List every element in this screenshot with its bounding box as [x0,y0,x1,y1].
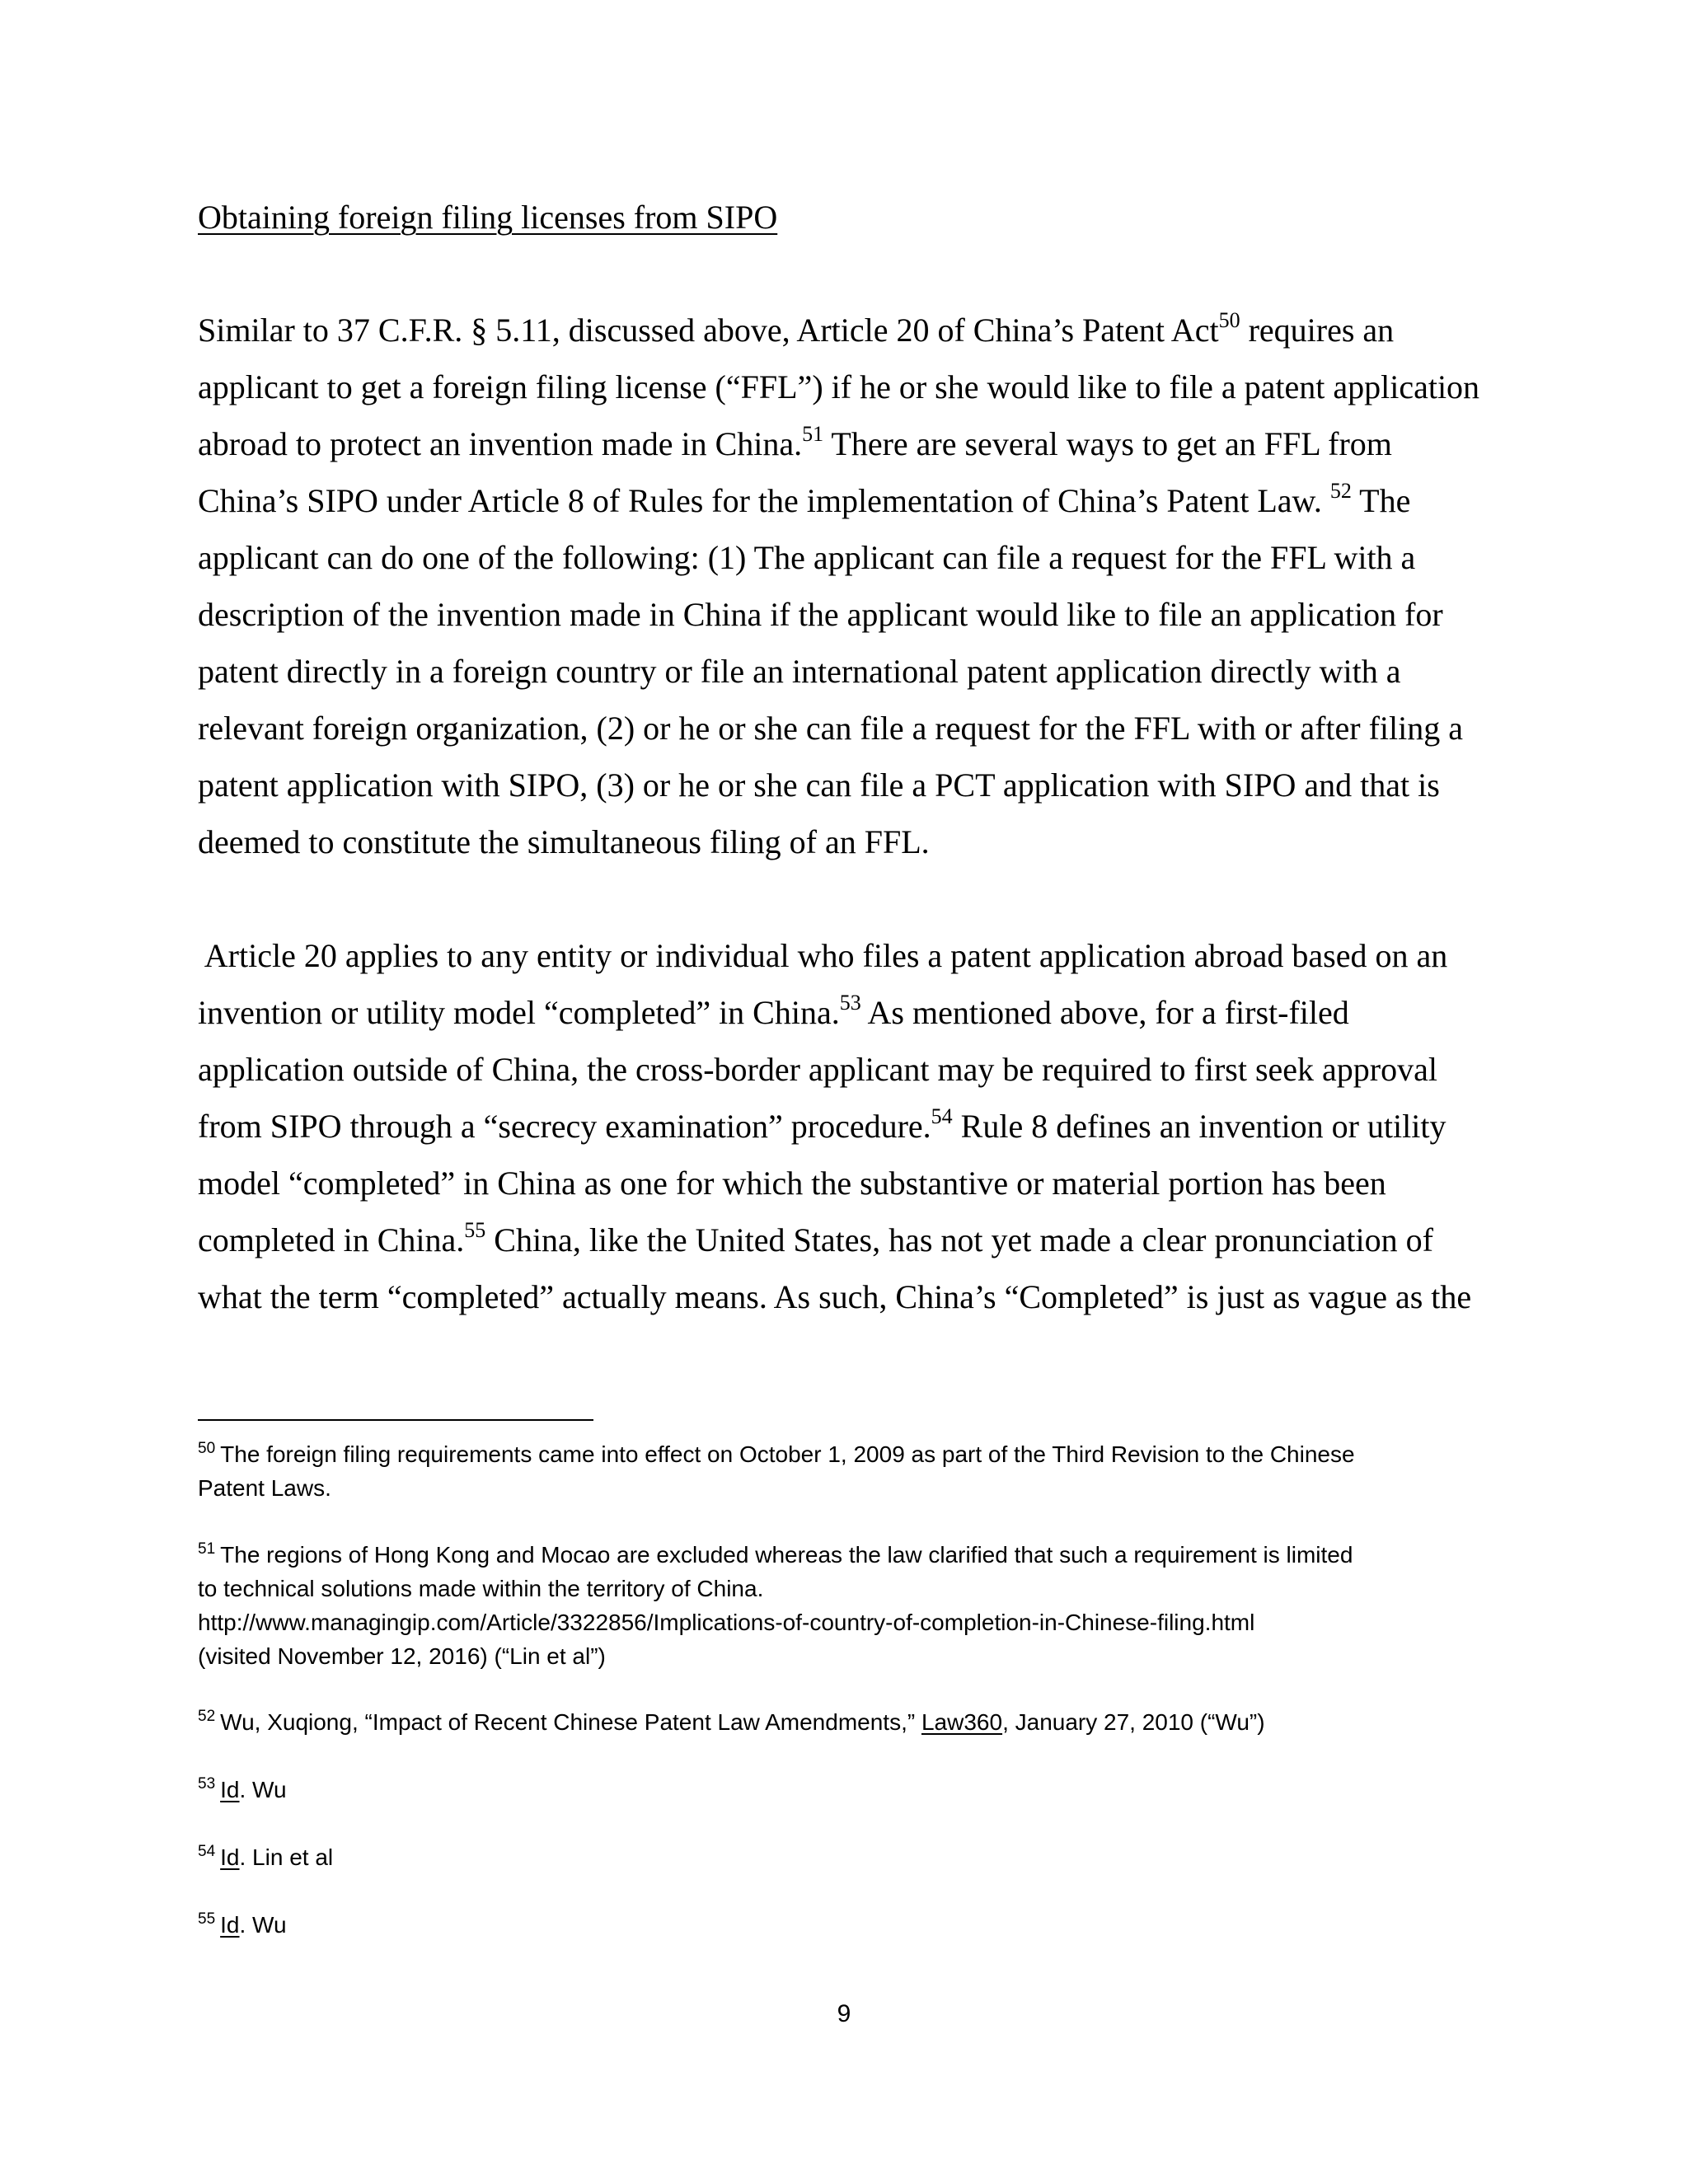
text-line: application outside of China, the cross-border applicant may be required to first seek approval [198,1051,1437,1088]
text-line: invention or utility model “completed” in China.$^{53}$ As mentioned above, for a first-filed [198,991,1349,1031]
text-line: abroad to protect an invention made in China.$^{51}$ There are several ways to get an FFL from [198,422,1392,462]
section-heading: Obtaining foreign filing licenses from SIPO [198,199,778,236]
text-line: applicant can do one of the following: (1) The applicant can file a request for the FFL with a [198,539,1416,576]
text-line: what the term “completed” actually means. As such, China’s “Completed” is just as vague as the [198,1278,1472,1315]
text-line: China’s SIPO under Article 8 of Rules for the implementation of China’s Patent Law. $^{52}$ The [198,479,1411,519]
text-line: patent application with SIPO, (3) or he or she can file a PCT application with SIPO and that is [198,766,1440,804]
text-line: patent directly in a foreign country or file an international patent application directly with a [198,653,1401,690]
text-line: deemed to constitute the simultaneous filing of an FFL. [198,823,930,860]
page-number: 9 [837,2000,851,2027]
publication-name: Law360 [921,1709,1003,1735]
ibid-marker: Id [220,1844,240,1870]
footnote-53 [198,1773,287,1807]
footnote-separator [198,1419,593,1421]
footnote-number: 51 [198,1540,216,1558]
text-line: description of the invention made in China if the applicant would like to file an application for [198,596,1443,633]
footnote-reference-50[interactable]: 50 [1218,308,1240,332]
text-line: model “completed” in China as one for which the substantive or material portion has been [198,1165,1386,1202]
text-line: from SIPO through a “secrecy examination” procedure.$^{54}$ Rule 8 defines an invention or utility [198,1104,1447,1145]
footnote-reference-52[interactable]: 52 [1329,479,1352,503]
body-paragraph-1 [198,302,1484,870]
text-line: Similar to 37 C.F.R. § 5.11, discussed above, Article 20 of China’s Patent Act$^{50}$ requires an [198,308,1395,349]
text-line: completed in China.$^{55}$ China, like the United States, has not yet made a clear pronunciation of [198,1218,1433,1258]
text-line: applicant to get a foreign filing license (“FFL”) if he or she would like to file a patent application [198,368,1480,405]
footnote-text: The foreign filing requirements came into effect on October 1, 2009 as part of the Third Revision to the Chinese [220,1441,1355,1467]
footnote-reference-55[interactable]: 55 [464,1218,486,1242]
ibid-marker: Id [220,1777,240,1802]
body-paragraph-2 [198,927,1484,1325]
footnote-text: . Wu [239,1777,287,1802]
footnote-50 [198,1437,1355,1505]
footnote-reference-53[interactable]: 53 [839,991,861,1015]
footnote-reference-51[interactable]: 51 [802,422,824,446]
text-line: relevant foreign organization, (2) or he or she can file a request for the FFL with or after filing a [198,710,1463,747]
footnote-text: to technical solutions made within the territory of China. [198,1576,764,1601]
footnote-number: 55 [198,1910,216,1928]
footnote-text: (visited November 12, 2016) (“Lin et al”) [198,1643,606,1669]
footnote-text: The regions of Hong Kong and Mocao are excluded whereas the law clarified that such a requirement is limited [220,1542,1353,1568]
footnote-url-link[interactable]: http://www.managingip.com/Article/3322856/Implications-of-country-of-completion-in-Chinese-filing.html [198,1610,1255,1635]
footnote-number: 53 [198,1775,216,1793]
footnote-number: 52 [198,1708,216,1725]
footnote-51 [198,1538,1353,1673]
text-line: Article 20 applies to any entity or individual who files a patent application abroad based on an [198,937,1448,974]
footnote-55 [198,1908,287,1942]
footnote-text: . Wu [239,1912,287,1938]
footnote-text: , January 27, 2010 (“Wu”) [1002,1709,1265,1735]
footnote-number: 54 [198,1843,216,1860]
ibid-marker: Id [220,1912,240,1938]
footnote-text: . Lin et al [239,1844,334,1870]
footnote-text: Wu, Xuqiong, “Impact of Recent Chinese Patent Law Amendments,” [220,1709,921,1735]
footnote-text: Patent Laws. [198,1475,331,1501]
footnote-54 [198,1840,333,1874]
footnote-reference-54[interactable]: 54 [931,1104,953,1128]
footnote-52 [198,1705,1265,1739]
footnote-number: 50 [198,1440,216,1457]
